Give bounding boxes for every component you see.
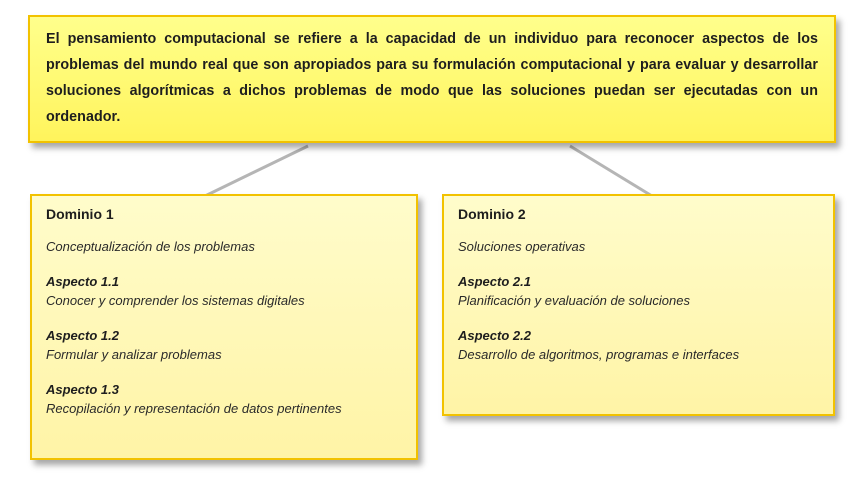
- aspect-2-1-label: Aspecto 2.1: [458, 274, 531, 289]
- connector-domain-1: [205, 146, 308, 196]
- connector-domain-2: [570, 146, 652, 196]
- definition-box: [28, 15, 836, 143]
- domain-1-subtitle: Conceptualización de los problemas: [46, 239, 255, 254]
- aspect-1-2-label: Aspecto 1.2: [46, 328, 119, 343]
- domain-2-title: Dominio 2: [458, 206, 526, 222]
- aspect-2-1: [458, 272, 819, 310]
- aspect-2-2-description: Desarrollo de algoritmos, programas e interfaces: [458, 347, 740, 362]
- aspect-1-2: [46, 326, 402, 364]
- aspect-2-2-label: Aspecto 2.2: [458, 328, 531, 343]
- aspect-1-1-description: Conocer y comprender los sistemas digitales: [46, 293, 305, 308]
- aspect-1-3: [46, 380, 402, 418]
- aspect-2-2: [458, 326, 819, 364]
- aspect-1-1: [46, 272, 402, 310]
- domain-2-subtitle: Soluciones operativas: [458, 239, 586, 254]
- aspect-1-3-label: Aspecto 1.3: [46, 382, 119, 397]
- domain-1-title: Dominio 1: [46, 206, 114, 222]
- domain-1-box: [30, 194, 418, 460]
- aspect-1-3-description: Recopilación y representación de datos pertinentes: [46, 401, 342, 416]
- domain-2-box: [442, 194, 835, 416]
- definition-text: El pensamiento computacional se refiere a la capacidad de un individuo para reconocer aspectos de los problemas del mundo real que son apropiados para su formulación computacional y para evaluar y desarrollar soluciones algorítmicas a dichos problemas de modo que las soluciones puedan ser ejecutadas con un ordenador.: [46, 31, 818, 125]
- aspect-1-1-label: Aspecto 1.1: [46, 274, 119, 289]
- aspect-1-2-description: Formular y analizar problemas: [46, 347, 222, 362]
- aspect-2-1-description: Planificación y evaluación de soluciones: [458, 293, 690, 308]
